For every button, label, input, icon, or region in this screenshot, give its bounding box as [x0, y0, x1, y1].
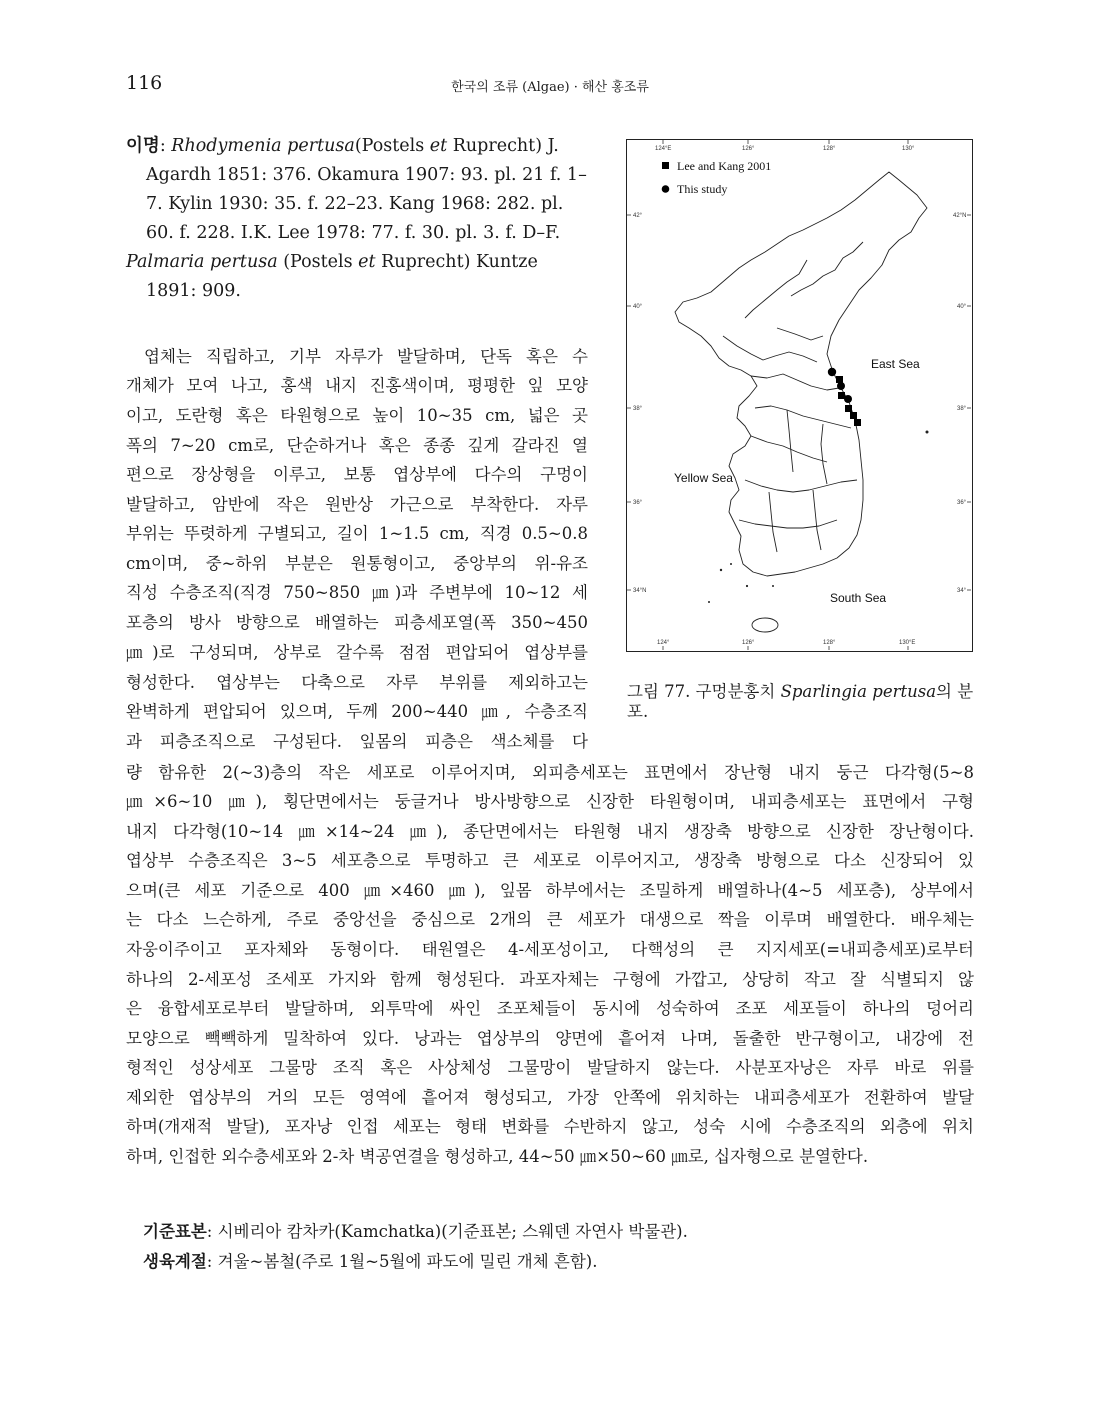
lat-left-4: 36° — [633, 500, 643, 506]
lon-bottom-1: 124° — [657, 640, 670, 646]
legend-square-marker — [662, 162, 669, 169]
description-line: 으며(큰 세포 기준으로 400 ㎛×460 ㎛), 잎몸 하부에서는 조밀하게 배열하나(4~5 세포층), 상부에서 — [126, 881, 974, 900]
synonym-2-et: et — [358, 252, 376, 272]
lon-top-2: 126° — [742, 146, 755, 152]
synonym-entry-2 — [126, 248, 590, 306]
synonymy-label: 이명 — [126, 136, 160, 156]
south-sea-label: South Sea — [830, 591, 887, 605]
lat-right-3: 38° — [957, 406, 967, 412]
description-line: 엽체는 직립하고, 기부 자루가 발달하며, 단독 혹은 수 — [144, 347, 588, 366]
yellow-sea-label: Yellow Sea — [674, 471, 733, 485]
description-line: 편으로 장상형을 이루고, 보통 엽상부에 다수의 구멍이 — [126, 465, 588, 484]
synonymy-block — [126, 132, 590, 306]
description-line: 하나의 2-세포성 조세포 가지와 함께 형성된다. 과포자체는 구형에 가깝고, 상당히 작고 잘 식별되지 않 — [126, 970, 974, 989]
description-line: 내지 다각형(10~14 ㎛×14~24 ㎛), 종단면에서는 타원형 내지 생장축 방향으로 신장한 장난형이다. — [126, 822, 974, 841]
lat-left-5: 34°N — [633, 588, 647, 594]
lon-bottom-4: 130°E — [899, 640, 916, 646]
jeju-island — [752, 618, 778, 632]
description-line: 부위는 뚜렷하게 구별되고, 길이 1~1.5 cm, 직경 0.5~0.8 — [126, 524, 588, 543]
lon-top-1: 124°E — [655, 146, 672, 152]
description-line: 형성한다. 엽상부는 다축으로 자루 부위를 제외하고는 — [126, 673, 588, 692]
description-line: 폭의 7~20 cm로, 단순하거나 혹은 종종 깊게 갈라진 열 — [126, 436, 588, 455]
description-line: 발달하고, 암반에 작은 원반상 가근으로 부착한다. 자루 — [126, 495, 588, 514]
description-line: ㎛×6~10 ㎛), 횡단면에서는 둥글거나 방사방향으로 신장한 타원형이며, 내피층세포는 표면에서 구형 — [126, 792, 974, 811]
page-number: 116 — [126, 72, 163, 94]
lat-right-2: 40° — [957, 304, 967, 310]
synonym-2-name: Palmaria pertusa — [126, 252, 278, 272]
synonym-1-author-a: (Postels — [354, 136, 430, 156]
description-line: 포층의 방사 방향으로 배열하는 피층세포열(폭 350~450 — [126, 613, 588, 632]
legend-circle-marker — [662, 185, 670, 193]
description-line: 제외한 엽상부의 거의 모든 영역에 흩어져 형성되고, 가장 안쪽에 위치하는 내피층세포가 전환하여 발달 — [126, 1088, 974, 1107]
type-specimen-label: 기준표본 — [143, 1222, 207, 1241]
description-line: 형적인 성상세포 그물망 조직 혹은 사상체성 그물망이 발달하지 않는다. 사분포자낭은 자루 바로 위를 — [126, 1058, 974, 1077]
legend-lee-kang: Lee and Kang 2001 — [677, 159, 772, 173]
legend-this-study: This study — [677, 182, 728, 196]
description-line: 완벽하게 편압되어 있으며, 두께 200~440 ㎛, 수층조직 — [126, 702, 588, 721]
lat-right-1: 42°N — [953, 213, 967, 219]
type-specimen-note — [143, 1222, 688, 1242]
type-specimen-text: : 시베리아 캄차카(Kamchatka)(기준표본; 스웨덴 자연사 박물관). — [206, 1222, 688, 1241]
lon-top-3: 128° — [823, 146, 836, 152]
lat-left-3: 38° — [633, 406, 643, 412]
synonym-2-author-a: (Postels — [277, 252, 359, 272]
description-line: 개체가 모여 나고, 홍색 내지 진홍색이며, 평평한 잎 모양 — [126, 376, 588, 395]
caption-species: Sparlingia pertusa — [780, 682, 937, 701]
lon-top-4: 130° — [902, 146, 915, 152]
synonym-1-author-b: Ruprecht) J. Agardh 1851: 376. Okamura 1907: 93. pl. 21 f. 1–7. Kylin 1930: 35. f. 22–23. Kang 1968: 282. pl. 60. f. 228. I.K. Lee 1978: 77. f. 30. pl. 3. f. D–F. — [146, 136, 587, 243]
lat-left-2: 40° — [633, 304, 643, 310]
description-line: 하며, 인접한 외수층세포와 2-차 벽공연결을 형성하고, 44~50 ㎛×50~60 ㎛로, 십자형으로 분열한다. — [126, 1147, 869, 1166]
peninsula-outline — [675, 172, 927, 576]
distribution-map — [626, 139, 973, 652]
description-line: 자웅이주이고 포자체와 동형이다. 태원열은 4-세포성이고, 다핵성의 큰 지지세포(=내피층세포)로부터 — [126, 940, 974, 959]
description-line: ㎛)로 구성되며, 상부로 갈수록 점점 편압되어 엽상부를 — [126, 643, 588, 662]
description-line: 는 다소 느슨하게, 주로 중앙선을 중심으로 2개의 큰 세포가 대생으로 짝을 이루며 배열한다. 배우체는 — [126, 910, 974, 929]
lat-left-1: 42° — [633, 213, 643, 219]
synonym-1-et: et — [429, 136, 448, 156]
synonym-1-name: Rhodymenia pertusa — [171, 136, 355, 156]
lat-right-4: 36° — [957, 500, 967, 506]
description-line: 하며(개재적 발달), 포자낭 인접 세포는 형태 변화를 수반하지 않고, 성숙 시에 수층조직의 외층에 위치 — [126, 1117, 974, 1136]
description-line: 이고, 도란형 혹은 타원형으로 높이 10~35 cm, 넓은 곳 — [126, 406, 588, 425]
description-line: cm이며, 중~하위 부분은 원통형이고, 중앙부의 위-유조 — [126, 554, 588, 573]
description-line: 엽상부 수층조직은 3~5 세포층으로 투명하고 큰 세포로 이루어지고, 생장축 방형으로 다소 신장되어 있 — [126, 851, 974, 870]
description-line: 과 피층조직으로 구성된다. 잎몸의 피층은 색소체를 다 — [126, 732, 588, 751]
description-line: 모양으로 빽빽하게 밀착하여 있다. 낭과는 엽상부의 양면에 흩어져 나며, 돌출한 반구형이고, 내강에 전 — [126, 1029, 974, 1048]
growth-season-text: : 겨울~봄철(주로 1월~5월에 파도에 밀린 개체 흔함). — [206, 1252, 598, 1271]
growth-season-label: 생육계절 — [143, 1252, 207, 1271]
lat-right-5: 34° — [957, 588, 967, 594]
east-sea-label: East Sea — [871, 357, 920, 371]
growth-season-note — [143, 1252, 597, 1272]
lon-bottom-2: 126° — [742, 640, 755, 646]
running-head: 한국의 조류 (Algae) · 해산 홍조류 — [451, 80, 649, 95]
synonym-entry-1: 이명: Rhodymenia pertusa(Postels et Ruprecht) J. Agardh 1851: 376. Okamura 1907: 93. pl. 21 f. 1–7. Kylin 1930: 35. f. 22–23. Kang 1968: 282. pl. 60. f. 228. I.K. Lee 1978: 77. f. 30. pl. 3. f. D–F. — [126, 136, 587, 243]
description-line: 은 융합세포로부터 발달하며, 외투막에 싸인 조포체들이 동시에 성숙하여 조포 세포들이 하나의 덩어리 — [126, 999, 974, 1018]
lon-bottom-3: 128° — [823, 640, 836, 646]
description-line: 량 함유한 2(~3)층의 작은 세포로 이루어지며, 외피층세포는 표면에서 장난형 내지 둥근 다각형(5~8 — [126, 763, 974, 782]
distribution-markers — [828, 368, 861, 426]
map-svg — [627, 140, 971, 650]
synonym-2-author-b: Ruprecht) Kuntze 1891: 909. — [146, 252, 538, 301]
figure-caption: 그림 77. 구멍분홍치 Sparlingia pertusa의 분포. — [627, 682, 974, 721]
description-line: 직성 수층조직(직경 750~850 ㎛)과 주변부에 10~12 세 — [126, 583, 588, 602]
